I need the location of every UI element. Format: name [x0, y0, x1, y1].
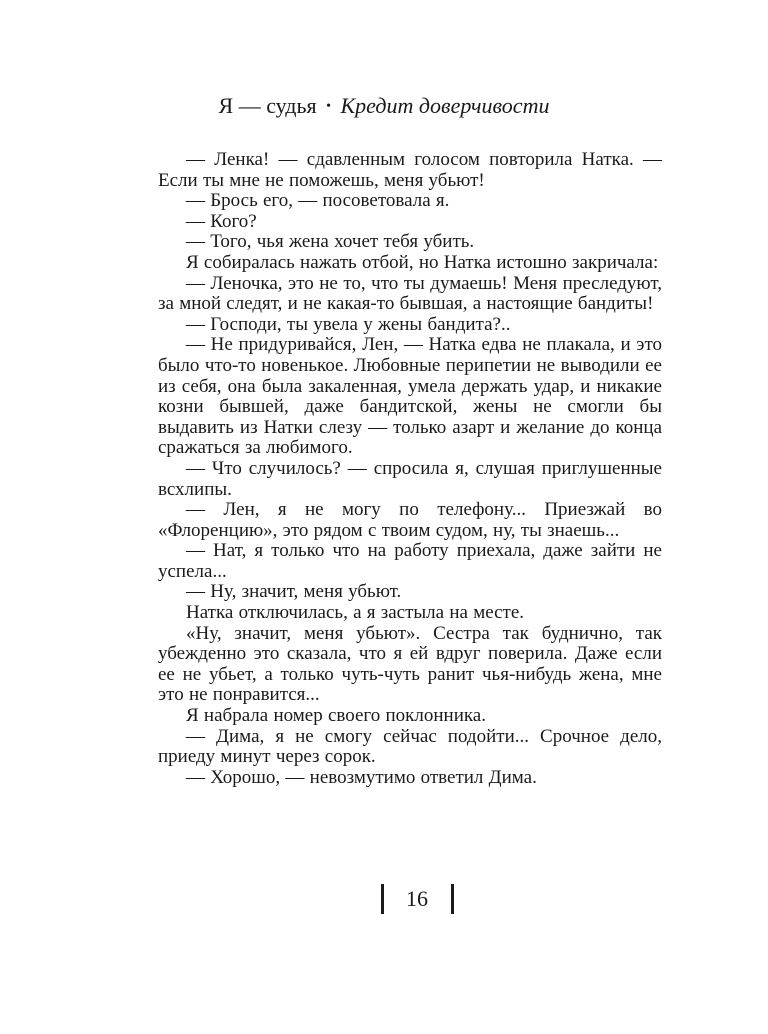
body-text [158, 150, 662, 788]
chapter-subtitle: Кредит доверчивости [340, 93, 550, 118]
paragraph: — Что случилось? — спросила я, слушая приглушенные всхлипы. [158, 457, 662, 500]
paragraph: — Брось его, — посоветовала я. [186, 190, 450, 212]
paragraph: Я собиралась нажать отбой, но Натка истошно закричала: [186, 251, 659, 273]
folio-bar-right [451, 884, 454, 914]
page-folio [0, 884, 768, 918]
running-head [0, 92, 768, 124]
paragraph: — Кого? [186, 210, 257, 232]
paragraph: «Ну, значит, меня убьют». Сестра так буднично, так убежденно это сказала, что я ей вдруг поверила. Даже если ее не убьет, а только чуть-чуть ранит чья-нибудь жена, мне это не понравится... [158, 622, 662, 706]
paragraph: — Леночка, это не то, что ты думаешь! Меня преследуют, за мной следят, и не какая-то бывшая, а настоящие бандиты! [158, 272, 662, 315]
bullet-separator: • [326, 99, 332, 114]
paragraph: — Того, чья жена хочет тебя убить. [186, 231, 475, 253]
page-number: 16 [406, 886, 428, 911]
paragraph: Я набрала номер своего поклонника. [186, 705, 486, 727]
paragraph: — Ну, значит, меня убьют. [186, 581, 402, 603]
folio-bar-left [381, 884, 384, 914]
paragraph: — Хорошо, — невозмутимо ответил Дима. [186, 766, 537, 788]
paragraph: — Господи, ты увела у жены бандита?.. [186, 313, 511, 335]
paragraph: — Ленка! — сдавленным голосом повторила Натка. — Если ты мне не поможешь, меня убьют! [158, 149, 662, 191]
paragraph: Натка отключилась, а я застыла на месте. [186, 602, 525, 624]
paragraph: — Лен, я не могу по телефону... Приезжай во «Флоренцию», это рядом с твоим судом, ну, ты знаешь... [158, 499, 662, 541]
paragraph: — Дима, я не смогу сейчас подойти... Срочное дело, приеду минут через сорок. [158, 725, 662, 768]
paragraph: — Нат, я только что на работу приехала, даже зайти не успела... [158, 540, 662, 582]
paragraph: — Не придуривайся, Лен, — Натка едва не плакала, и это было что-то новенькое. Любовные перипетии не выводили ее из себя, она была закаленная, умела держать удар, и никакие козни бывшей, даже бандитской, жены не смогли бы выдавить из Натки слезу — только азарт и желание до конца сражаться за любимого. [158, 334, 662, 459]
book-title: Я — судья [218, 93, 317, 118]
